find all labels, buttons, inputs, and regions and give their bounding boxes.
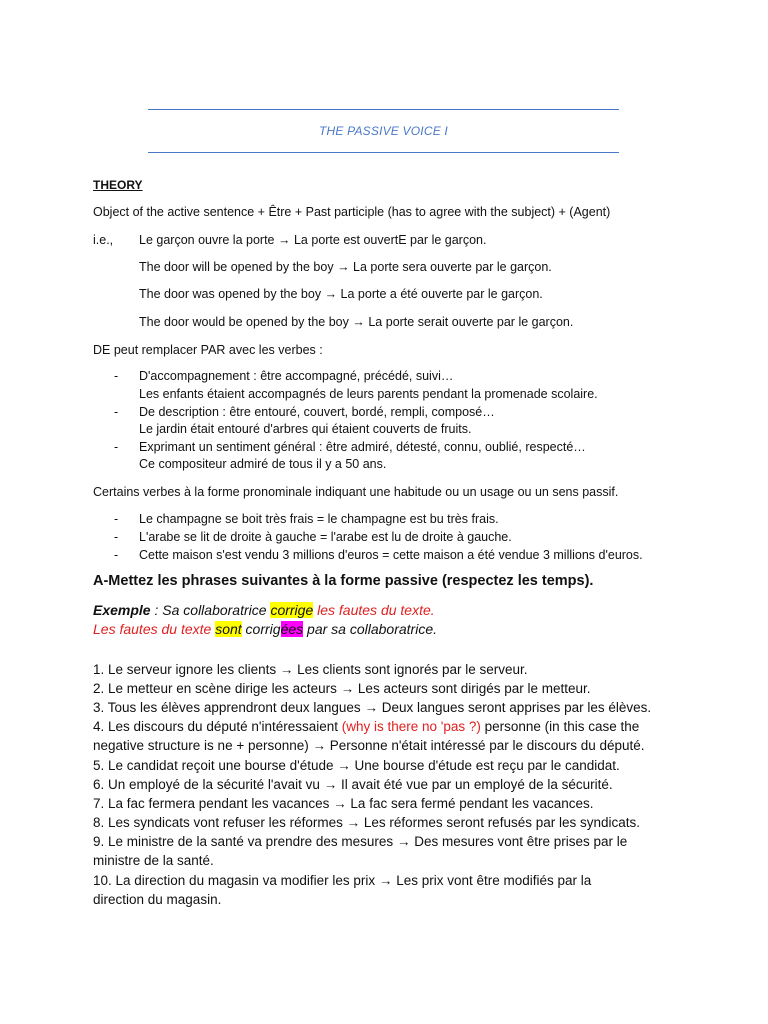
exercise-note: (why is there no 'pas ?) (341, 719, 481, 734)
exercise-answer: Une bourse d'étude est reçu par le candidat. (354, 758, 620, 773)
example-passive: La porte est ouvertE par le garçon. (293, 233, 487, 247)
arrow-icon: → (279, 662, 294, 677)
exercise-10 (93, 871, 591, 890)
title-top-rule (148, 109, 619, 110)
theory-heading: THEORY (93, 178, 143, 192)
passive-formula: Object of the active sentence + Être + Past participle (has to agree with the subject) + (Agent) (93, 205, 611, 219)
exercise-answer: Il avait été vue par un employé de la sécurité. (340, 777, 613, 792)
pronominal-bullet-2: L'arabe se lit de droite à gauche = l'arabe est lu de droite à gauche. (139, 530, 512, 544)
exemple-aux-highlight: sont (215, 621, 242, 637)
example-line-4 (139, 314, 573, 330)
exercise-1 (93, 660, 528, 679)
exercise-7 (93, 794, 594, 813)
exercise-answer: Personne n'était intéressé par le discours du député. (329, 738, 645, 753)
arrow-icon: → (337, 758, 351, 773)
pronominal-intro: Certains verbes à la forme pronominale indiquant une habitude ou un usage ou un sens passif. (93, 485, 619, 499)
arrow-icon: → (346, 815, 361, 830)
exercise-8 (93, 813, 640, 832)
exemple-subject: : Sa collaboratrice (150, 602, 271, 618)
arrow-icon: → (364, 700, 378, 715)
example-active: Le garçon ouvre la porte (139, 233, 275, 247)
exercise-question: 6. Un employé de la sécurité l'avait vu (93, 777, 320, 792)
arrow-icon: → (323, 777, 338, 792)
example-passive: La porte sera ouverte par le garçon. (353, 260, 552, 274)
exemple-answer (93, 620, 437, 639)
dash-bullet: - (114, 530, 119, 544)
exercise-question: 10. La direction du magasin va modifier les prix (93, 873, 376, 888)
example-active: The door was opened by the boy (139, 287, 322, 301)
example-active: The door would be opened by the boy (139, 315, 349, 329)
exemple-participle: corrig (241, 621, 281, 637)
dash-bullet: - (114, 548, 119, 562)
example-passive: La porte a été ouverte par le garçon. (340, 287, 543, 301)
de-intro: DE peut remplacer PAR avec les verbes : (93, 343, 323, 357)
exercise-question: 8. Les syndicats vont refuser les réformes (93, 815, 343, 830)
exercise-6 (93, 775, 613, 794)
exercise-answer: Les clients sont ignorés par le serveur. (297, 662, 528, 677)
arrow-icon: → (352, 315, 365, 329)
arrow-icon: → (312, 738, 327, 753)
exercise-2 (93, 679, 591, 698)
exercise-question: 9. Le ministre de la santé va prendre des mesures (93, 834, 394, 849)
dash-bullet: - (114, 369, 119, 383)
example-line-2 (139, 259, 552, 275)
de-bullet-2-title: De description : être entouré, couvert, bordé, rempli, composé… (139, 405, 495, 419)
exercise-question: 2. Le metteur en scène dirige les acteurs (93, 681, 337, 696)
de-bullet-3-example: Ce compositeur admiré de tous il y a 50 ans. (139, 457, 387, 471)
example-active: The door will be opened by the boy (139, 260, 334, 274)
exercise-question: 1. Le serveur ignore les clients (93, 662, 277, 677)
dash-bullet: - (114, 440, 119, 454)
de-bullet-3-title: Exprimant un sentiment général : être admiré, détesté, connu, oublié, respecté… (139, 440, 586, 454)
example-line-3 (139, 286, 543, 302)
exercise-5 (93, 756, 620, 775)
exercise-question-cont: personne (in this case the (480, 719, 640, 734)
pronominal-bullet-1: Le champagne se boit très frais = le champagne est bu très frais. (139, 512, 499, 526)
example-line-1 (139, 232, 486, 248)
exercise-question: 5. Le candidat reçoit une bourse d'étude (93, 758, 334, 773)
exercise-3 (93, 698, 651, 717)
arrow-icon: → (324, 287, 338, 301)
exercise-question: 7. La fac fermera pendant les vacances (93, 796, 330, 811)
title-bottom-rule (148, 152, 619, 153)
exemple-object: les fautes du texte. (313, 602, 435, 618)
section-a-heading: A-Mettez les phrases suivantes à la forme passive (respectez les temps). (93, 573, 594, 589)
ie-label: i.e., (93, 233, 114, 247)
exercise-answer: Des mesures vont être prises par le (414, 834, 628, 849)
exemple-label: Exemple (93, 602, 151, 618)
exercise-10-cont: direction du magasin. (93, 892, 222, 907)
exercise-9 (93, 832, 627, 851)
exercise-4-cont (93, 736, 645, 755)
exemple-agreement-highlight: ées (280, 621, 304, 637)
dash-bullet: - (114, 405, 119, 419)
dash-bullet: - (114, 512, 119, 526)
exercise-answer: Les prix vont être modifiés par la (396, 873, 592, 888)
de-bullet-2-example: Le jardin était entouré d'arbres qui étaient couverts de fruits. (139, 422, 472, 436)
example-passive: La porte serait ouverte par le garçon. (368, 315, 574, 329)
arrow-icon: → (378, 873, 393, 888)
arrow-icon: → (340, 681, 355, 696)
arrow-icon: → (278, 233, 291, 247)
exercise-question-cont: negative structure is ne + personne) (93, 738, 309, 753)
exemple-verb-highlight: corrige (270, 602, 314, 618)
exercise-answer: Deux langues seront apprises par les élèves. (381, 700, 652, 715)
de-bullet-1-example: Les enfants étaient accompagnés de leurs parents pendant la promenade scolaire. (139, 387, 598, 401)
exercise-answer: Les réformes seront refusés par les syndicats. (363, 815, 641, 830)
exemple-sentence (93, 601, 435, 620)
de-bullet-1-title: D'accompagnement : être accompagné, précédé, suivi… (139, 369, 454, 383)
exemple-answer-subject: Les fautes du texte (93, 621, 216, 637)
exemple-agent: par sa collaboratrice. (303, 621, 437, 637)
arrow-icon: → (396, 834, 411, 849)
pronominal-bullet-3: Cette maison s'est vendu 3 millions d'euros = cette maison a été vendue 3 millions d'euros. (139, 548, 643, 562)
document-title: THE PASSIVE VOICE I (319, 124, 448, 138)
exercise-4 (93, 717, 639, 736)
exercise-9-cont: ministre de la santé. (93, 853, 214, 868)
exercise-question: 3. Tous les élèves apprendront deux langues (93, 700, 361, 715)
exercise-question: 4. Les discours du député n'intéressaient (93, 719, 342, 734)
exercise-answer: Les acteurs sont dirigés par le metteur. (357, 681, 591, 696)
exercise-answer: La fac sera fermé pendant les vacances. (350, 796, 594, 811)
arrow-icon: → (333, 796, 347, 811)
arrow-icon: → (337, 260, 350, 274)
